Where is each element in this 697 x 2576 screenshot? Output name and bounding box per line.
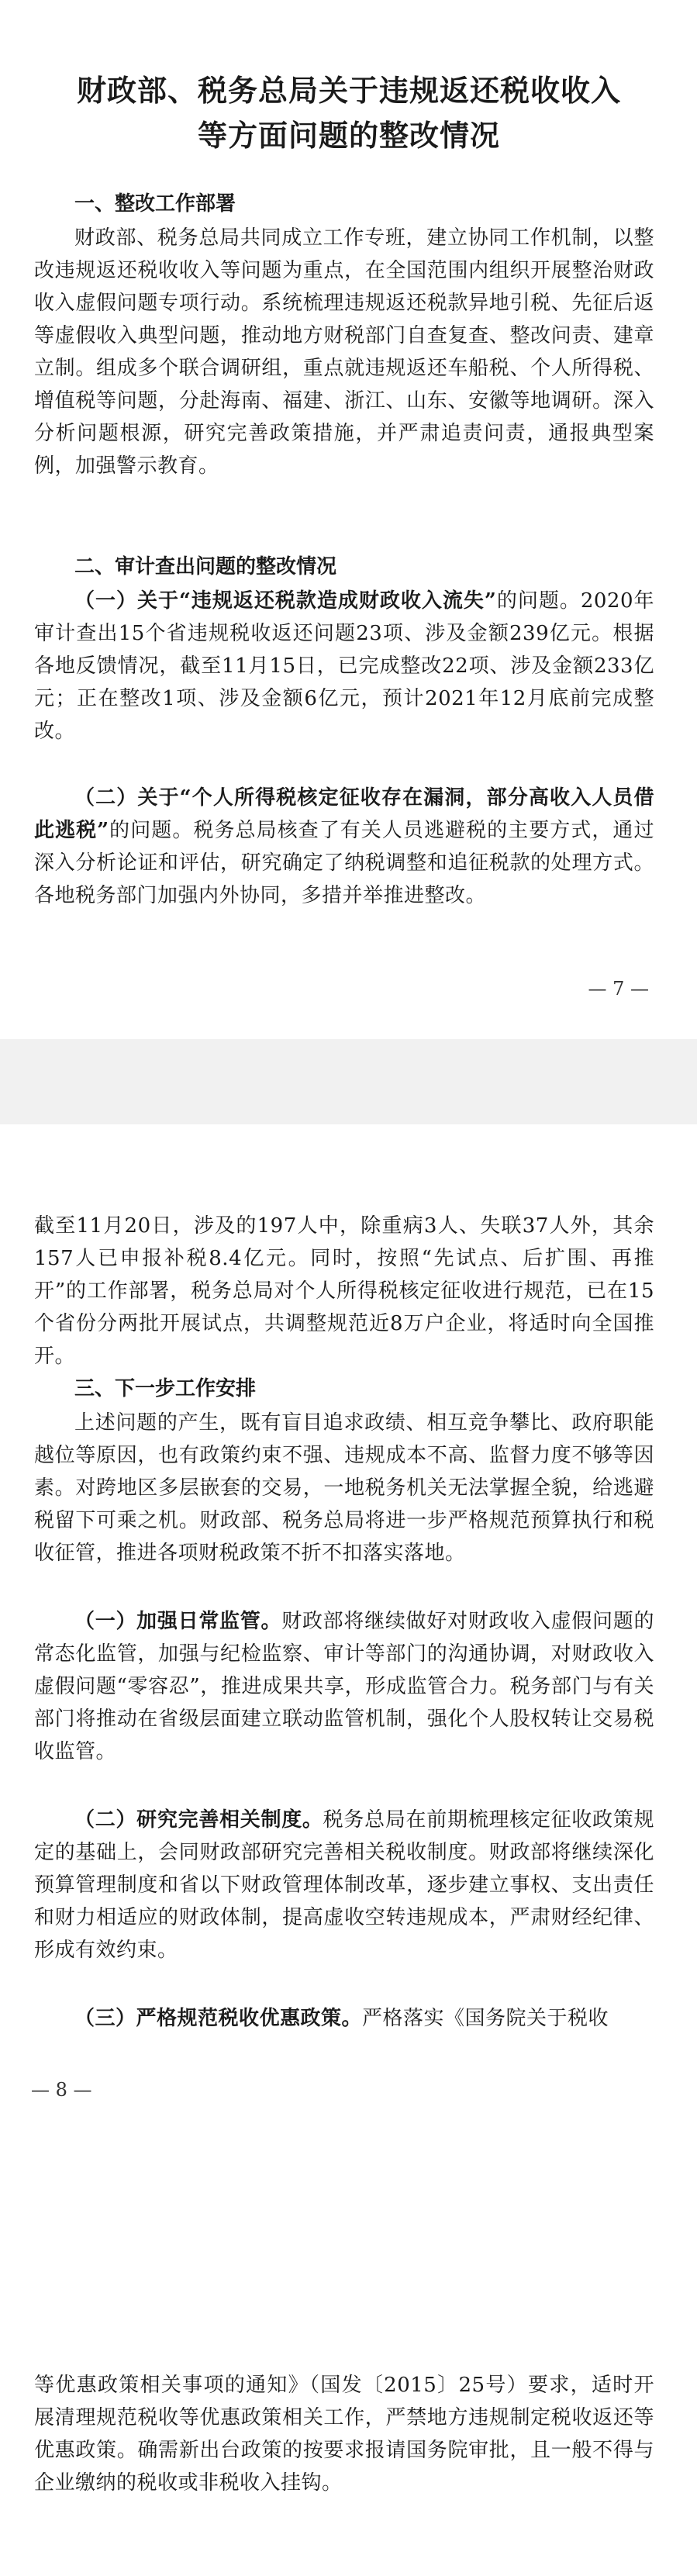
document-page-8 <box>0 1124 697 2284</box>
paragraph-issue-2-body: 的问题。税务总局核查了有关人员逃避税的主要方式，通过深入分析论证和评估，研究确定了纳税调整和追征税款的处理方式。各地税务部门加强内外协同，多措并举推进整改。 <box>34 819 654 907</box>
paragraph-tax-incentive-cleanup: 等优惠政策相关事项的通知》（国发〔2015〕25号）要求，适时开展清理规范税收等优惠政策相关工作，严禁地方违规制定税收返还等优惠政策。确需新出台政策的按要求报请国务院审批，且一般不得与企业缴纳的税收或非税收入挂钩。 <box>34 2374 654 2495</box>
page-number-8: — 8 — <box>31 2079 92 2101</box>
paragraph-issue-1 <box>34 585 654 748</box>
paragraph-measure-3 <box>34 2002 654 2035</box>
paragraph-issue-1-body: 的问题。2020年审计查出15个省违规税收返还问题23项、涉及金额239亿元。根据各地反馈情况，截至11月15日，已完成整改22项、涉及金额233亿元；正在整改1项、涉及金额6亿元，预计2021年12月底前完成整改。 <box>34 589 654 743</box>
paragraph-measure-3-lead: （三）严格规范税收优惠政策。 <box>74 2007 363 2030</box>
title-line-2: 等方面问题的整改情况 <box>197 119 500 153</box>
document-page-9 <box>0 2284 697 2576</box>
document-page-7 <box>0 0 697 1039</box>
paragraph-measure-2-body: 税务总局在前期梳理核定征收政策规定的基础上，会同财政部研究完善相关税收制度。财政部将继续深化预算管理制度和省以下财政管理体制改革，逐步建立事权、支出责任和财力相适应的财政体制，提高虚收空转违规成本，严肃财经纪律、形成有效约束。 <box>34 1808 654 1962</box>
paragraph-measure-2-lead: （二）研究完善相关制度。 <box>74 1808 323 1832</box>
section-heading-3: 三、下一步工作安排 <box>74 1377 257 1400</box>
paragraph-measure-1-body: 财政部将继续做好对财政收入虚假问题的常态化监管，加强与纪检监察、审计等部门的沟通协调，对财政收入虚假问题“零容忍”，推进成果共享，形成监管合力。税务部门与有关部门将推动在省级层面建立联动监管机制，强化个人股权转让交易税收监管。 <box>34 1610 654 1763</box>
paragraph-issue-2 <box>34 782 654 912</box>
paragraph-results: 截至11月20日，涉及的197人中，除重病3人、失联37人外，其余157人已申报补税8.4亿元。同时，按照“先试点、后扩围、再推开”的工作部署，税务总局对个人所得税核定征收进行规范，已在15个省份分两批开展试点，共调整规范近8万户企业，将适时向全国推开。 <box>34 1214 654 1368</box>
paragraph-root-causes: 上述问题的产生，既有盲目追求政绩、相互竞争攀比、政府职能越位等原因，也有政策约束不强、违规成本不高、监督力度不够等因素。对跨地区多层嵌套的交易，一地税务机关无法掌握全貌，给逃避税留下可乘之机。财政部、税务总局将进一步严格规范预算执行和税收征管，推进各项财税政策不折不扣落实落地。 <box>34 1411 654 1565</box>
paragraph-measure-1-lead: （一）加强日常监管。 <box>74 1610 282 1633</box>
paragraph-issue-2-lead: （二）关于“个人所得税核定征收存在漏洞，部分高收入人员借此逃税” <box>34 786 654 842</box>
page-gap <box>0 1039 697 1124</box>
paragraph-work-deployment: 财政部、税务总局共同成立工作专班，建立协同工作机制，以整改违规返还税收收入等问题为重点，在全国范围内组织开展整治财政收入虚假问题专项行动。系统梳理违规返还税款异地引税、先征后返等虚假收入典型问题，推动地方财税部门自查复查、整改问责、建章立制。组成多个联合调研组，重点就违规返还车船税、个人所得税、增值税等问题，分赴海南、福建、浙江、山东、安徽等地调研。深入分析问题根源，研究完善政策措施，并严肃追责问责，通报典型案例，加强警示教育。 <box>34 226 654 478</box>
page-number-7: — 7 — <box>588 978 649 1000</box>
document-title <box>47 68 651 158</box>
section-heading-2: 二、审计查出问题的整改情况 <box>74 555 337 578</box>
paragraph-measure-3-body: 严格落实《国务院关于税收 <box>362 2007 609 2030</box>
title-line-1: 财政部、税务总局关于违规返还税收收入 <box>76 74 621 108</box>
paragraph-measure-1 <box>34 1605 654 1768</box>
paragraph-issue-1-lead: （一）关于“违规返还税款造成财政收入流失” <box>74 589 497 613</box>
paragraph-measure-2 <box>34 1804 654 1967</box>
section-heading-1: 一、整改工作部署 <box>74 192 236 216</box>
